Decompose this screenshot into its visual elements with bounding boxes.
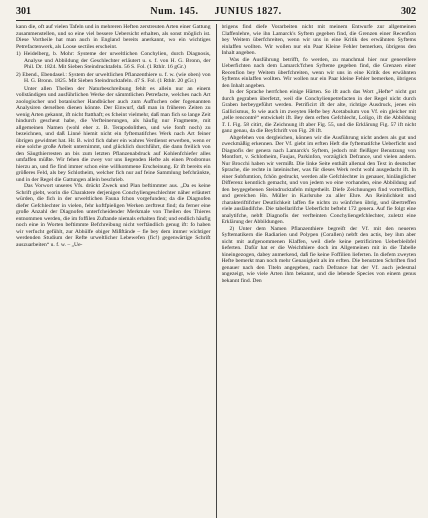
right-column [222,24,417,518]
issue-number: Num. 145. [150,6,199,17]
book-entry: 1) Heidelberg, b. Mohr: Systeme der urweltlichen Conchylien, durch Diagnosis, Analyse und Abbildung der Geschlechter erläutert u. s. f. von H. G. Bronn, der Phil. Dr. 1824. Mit Sieben Steindrucktafeln. 56 S. Fol. (1 Rthlr. 16 gGr.) [16,51,211,70]
paragraph: Abgefehen von dergleichen, können wir die Ausführung nicht anders als gut und zweckmäßig erkennen. Der Vf. giebt im erften Heft die fyftematifche Ueberficht und Diagnofis der genera nach Lamarck's Syftem, jedoch mit fleißiger Benutzung von Montfort, v. Schlotheim, Faujas, Parkinfon, vorzüglich Defrance, und vielen andern. Nur Brocchi haben wir vermißt. Die linke Seite enthält allemal den Text in deutscher Sprache, die rechte in lateinischer, was für dieses Werk recht wohl ausgedacht ift. In einer Subfumtion, fchön gedruckt, werden alle Gefchlechter in genauer, hinlänglicher Differenz kenntlich gemacht, und von jedem wo eine vorhanden, eine Abbildung auf den beygegebenen Steindrucktafeln mitgetheilt. Diefe Zeichnungen find vortrefflich, und gereichen Hn. Müller in Karlsruhe zu aller Ehre. An Reinlichkeit und charakteriftifcher Deutlichkeit laffen fie nichts zu wünfchen übrig, und übertreffen viele ausländifche. Die tabellarifche Ueberficht befteht 172 genera. Auf fie folgt eine analytifche, nebft Diagnofis der verfteinten Conchyliengefchlechter, zuletzt eine Erklärung der Abbildungen. [221,134,417,225]
page-number-right: 302 [401,6,416,17]
paragraph: 2) Unter dem Namen Pflanzenthiere begreift der Vf. mit den neueren Syftematikern die Radiarien und Polypen (Corallen) nebft den actis, bey ihm aber nicht mit aufgenommenen Klaffen, weil diefe keine petrificirten Ueberbleibfel lieferten. Dafür hat er die Weichthiere doch im Allgemeinen mit in die Tabelle hineingezogen, dabey anmerkend, daß fie keine Foffilien lieferten. In diefem zweyten Hefte bemerkt man noch mehr Genauigkeit als im erften. Die benutzten Schriften find genauer nach den Titeln angegeben, nach Defrance hat der Vf. auch jedesmal angezeigt, wie viele Arten ihm bekannt, und die lebende Species von einem genus bekannt find. Den [221,225,417,284]
paragraph: Was die Ausführung betrifft, fo werden, zu manchmal hier nur generellere Ueberfichten nach dem Lamarck'fchen Syfteme gegeben find, die Grenzen einer Recenfion bey Weitem überfchreiten, wenn wir uns in eine Kritik des erwähnten Syftems einlaffen wollten. Wir wollen nur ein Paar kleine Fehler bemerken, übrigens den Inhalt angeben. [221,56,417,89]
paragraph: In der Sprache herrfchen einige Härten. So ift auch das Wort „Hefte“ nicht gut durch gegraben überfetzt, weil die Conchylienpetrefacten in der Regel nicht durch Graben herbeygeführt werden. Petrificirt ift der alte, richtige Ausdruck, jenes ein Gallicismus, fo wie auch im zweyten Hefte bey Acetabulum von Vf. ein gleicher mit „telle rencontré“ entwickelt ift. Bey dem erften Gefchlecht, Loligo, ift die Abbildung T. I. Fig. 58 citirt, die Zeichnung ift aber Fig. 55, und die Erklärung Fig. 57 ift nicht ganz genau, da die Beyfchrift von Fig. 28 ift. [221,89,417,134]
paragraph: Unter allen Theilen der Naturbeschreibung fehlt es allein nur an einem vollständigen und ausführlichen Werke der sämmtlichen Petrefacte, welches nach Art zoologischer und botanischer Handbücher auch zum Auffuchen oder fogenannten Analysiren derselben dienen könnte. Der Einwurf, daß man in früheren Zeiten zu wenig Arten gekannt, ift nicht ftatthaft; es fcheint vielmehr, daß man fich so lange Zeit hindurch gescheut habe, die Verfteinerungen, als häufig nur Fragmente, mit allgemeinen Namen (wohl eher z. B. Terapodolithen, und wie fonft noch) zu bezeichnen, und daß Linné hiemit nicht ein fyftematifches Werk nach Art feiner übrigen gewidmet hat. Hr. B. wird fich daher ein wahres Verdienst erwerben, wenn er eine solche große Arbeit unternimmt, und glücklich durchführt, die dann freilich von den Säugthierresten an bis zum letzten Pflanzenabdruck auf Kohlenfchiefer alles umfaffen müßte. Wir fehen die zwey vor uns liegenden Hefte als einen Prodromus hierzu an, und fie find immer schon eine willkommene Erscheinung. Er ift bereits ein größeres Feld, als bey Schlotheim, welcher fich nur auf feine Sammlung befchränkte, und in der Regel die Gattungen allein beschrieb. [16,85,211,183]
header-rule [16,20,416,21]
issue-date: JUNIUS 1827. [214,6,282,17]
left-column [16,24,211,518]
book-entry: 2) Ebend., Ebendasel.: System der urweltlichen Pflanzenthiere u. f. w. (wie oben) von H. G. Bronn. 1825. Mit Sieben Steindrucktafeln. 47 S. Fol. (1 Rthlr. 20 gGr.) [16,71,211,84]
paragraph: Das Vorwort unseres Vfs. drückt Zweck und Plan beftimmter aus. „Da es keine Schrift giebt, worin die Charaktere derjenigen Conchyliengeschlechter näher erläutert würden, die fich in der urweltlichen Fauna fchon vorgefunden; da die Diagnofen diefer Gefchlechter in vielen, fehr koftfpieligen Werken zerftreut find; da ferner eine große Anzahl der Diagnofen unterfcheidender Merkmale von Theilen des Thieres entnommen werden, die im foffilen Zuftande niemals erhalten find; und endlich häufig noch eine in Worten beftimmte Befchreibung nicht verftändlich genug ift: fo haben wir verfucht gefühlt, zur Abhülfe obiger Mißftände – fie bey dem immer wichtiger werdenden Studium der Refte urweltlicher Lebewefen (fic!) gegenwärtige Schrift auszuarbeiten“ u. f. w. – „Ue- [16,183,211,248]
page-number-left: 301 [16,6,31,17]
text-columns [16,24,416,518]
page-header [16,6,416,19]
paragraph: kann die, oft auf vielen Tafeln und in mehreren Heften zerstreuten Arten einer Gattung zusammenstellen, und so eine viel bessere Uebersicht erhalten, als sonst möglich ist. Diese Vortheile hat man auch in England bereits anerkannt, wo ein wichtiges Petrefactenwerk, als Loose sectiles erscheint. [16,24,211,50]
paragraph: brigens find diefe Vorarbeiten nicht mit meinem Entwurfe zur allgemeinen Claffenlehre, wie ihn Lamarck's Syftem gegeben find, die Grenzen einer Recenfion bey Weitem überfchreiten, wenn wir uns in eine Kritik des erwähnten Syftems einlaffen wollten. Wir wollen nur ein Paar Kleine Fehler bemerken, übrigens den Inhalt angeben. [221,24,417,56]
column-divider [216,24,217,518]
